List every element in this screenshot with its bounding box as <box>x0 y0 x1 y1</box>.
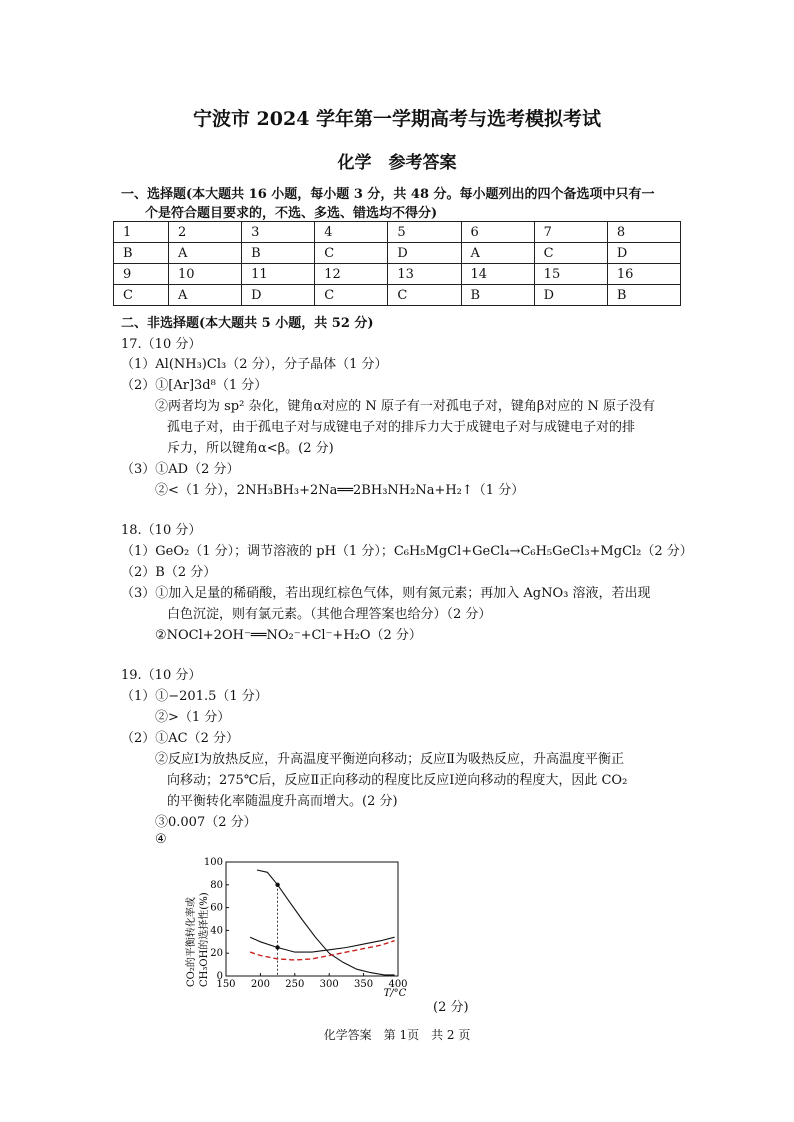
chart-ylabel-line2: CH₃OH的选择性(%) <box>199 892 210 987</box>
answer-table-cell: 10 <box>168 264 241 285</box>
answer-table-cell: 4 <box>315 222 388 243</box>
q17-line: （2）①[Ar]3d⁸（1 分） <box>121 378 268 393</box>
section1-heading-line2: 个是符合题目要求的，不选、多选、错选均不得分) <box>145 206 438 221</box>
q17-line: 斥力，所以键角α<β。(2 分) <box>167 441 334 456</box>
x-tick-label: 400 <box>388 979 408 990</box>
q19-line: ④ <box>155 832 167 847</box>
answer-table-row <box>114 222 681 243</box>
q19-chart-score: (2 分) <box>433 1000 469 1015</box>
answer-table <box>113 221 681 306</box>
q18-line: 白色沉淀，则有氯元素。（其他合理答案也给分）（2 分） <box>167 607 492 622</box>
answer-table-cell: A <box>461 243 534 264</box>
answer-table-cell: 3 <box>242 222 315 243</box>
q18-line: （2）B（2 分） <box>121 565 217 580</box>
answer-table-cell: A <box>168 243 241 264</box>
answer-table-row <box>114 285 681 306</box>
q19-line: ②>（1 分） <box>155 710 231 725</box>
answer-table-cell: B <box>114 243 169 264</box>
answer-table-cell: A <box>168 285 241 306</box>
answer-table-cell: C <box>388 285 461 306</box>
q19-line: ②反应Ⅰ为放热反应，升高温度平衡逆向移动；反应Ⅱ为吸热反应，升高温度平衡正 <box>155 752 624 767</box>
answer-table-cell: B <box>607 285 680 306</box>
answer-table-cell: C <box>315 285 388 306</box>
answer-table-cell: 16 <box>607 264 680 285</box>
answer-table-cell: 2 <box>168 222 241 243</box>
answer-table-cell: C <box>315 243 388 264</box>
y-tick-label: 40 <box>210 925 223 937</box>
answer-table-row <box>114 243 681 264</box>
x-tick-label: 200 <box>250 979 270 990</box>
q17-line: （1）Al(NH₃)Cl₃（2 分），分子晶体（1 分） <box>121 357 388 372</box>
y-tick-label: 60 <box>210 902 223 914</box>
chart-frame <box>226 862 398 976</box>
x-tick-label: 150 <box>216 979 236 990</box>
q19-line: （1）①−201.5（1 分） <box>121 689 268 704</box>
q19-heading: 19.（10 分） <box>121 668 202 683</box>
page-footer: 化学答案 第 1页 共 2 页 <box>323 1028 471 1042</box>
answer-table-cell: 15 <box>534 264 607 285</box>
answer-table-cell: 11 <box>242 264 315 285</box>
answer-table-cell: 7 <box>534 222 607 243</box>
answer-table-cell: 8 <box>607 222 680 243</box>
answer-table-cell: 14 <box>461 264 534 285</box>
answer-table-cell: D <box>534 285 607 306</box>
y-tick-label: 20 <box>210 948 223 960</box>
q17-line: ②<（1 分），2NH₃BH₃+2Na══2BH₃NH₂Na+H₂↑（1 分） <box>155 483 525 498</box>
answer-table-cell: C <box>534 243 607 264</box>
answer-table-cell: B <box>461 285 534 306</box>
answer-table-cell: 9 <box>114 264 169 285</box>
data-marker <box>275 945 279 949</box>
answer-table-cell: 6 <box>461 222 534 243</box>
x-axis-label: T/°C <box>383 988 407 999</box>
q18-line: ②NOCl+2OH⁻══NO₂⁻+Cl⁻+H₂O（2 分） <box>155 628 422 643</box>
q18-line: （1）GeO₂（1 分）；调节溶液的 pH（1 分）；C₆H₅MgCl+GeCl₄→C₆H₅GeCl₃+MgCl₂（2 分） <box>121 544 693 559</box>
answer-table-row <box>114 264 681 285</box>
answer-table-cell: D <box>607 243 680 264</box>
page-title: 宁波市 2024 学年第一学期高考与选考模拟考试 <box>192 108 602 130</box>
section1-heading-line1: 一、选择题(本大题共 16 小题，每小题 3 分，共 48 分。每小题列出的四个备选项中只有一 <box>121 187 655 202</box>
q19-line: （2）①AC（2 分） <box>121 731 240 746</box>
answer-table-cell: C <box>114 285 169 306</box>
data-marker <box>275 883 279 887</box>
chart-ylabel-line1: CO₂的平衡转化率或 <box>186 897 197 987</box>
answer-table-cell: B <box>242 243 315 264</box>
answer-table-cell: 1 <box>114 222 169 243</box>
q19-line: 向移动；275℃后，反应Ⅱ正向移动的程度比反应Ⅰ逆向移动的程度大，因此 CO₂ <box>167 773 628 788</box>
y-tick-label: 80 <box>210 879 223 891</box>
x-tick-label: 250 <box>285 979 305 990</box>
answer-table-cell: 5 <box>388 222 461 243</box>
x-tick-label: 350 <box>354 979 374 990</box>
answer-table-cell: D <box>388 243 461 264</box>
y-tick-label: 0 <box>216 971 223 982</box>
q17-line: （3）①AD（2 分） <box>121 462 240 477</box>
q19-line: 的平衡转化率随温度升高而增大。(2 分) <box>167 794 398 809</box>
x-tick-label: 300 <box>319 979 339 990</box>
page-subtitle: 化学 参考答案 <box>337 153 457 173</box>
answer-table-cell: 13 <box>388 264 461 285</box>
answer-table-cell: 12 <box>315 264 388 285</box>
q19-line: ③0.007（2 分） <box>155 815 257 830</box>
q17-heading: 17.（10 分） <box>121 337 202 352</box>
q17-line: ②两者均为 sp² 杂化，键角α对应的 N 原子有一对孤电子对，键角β对应的 N 原子没有 <box>155 399 656 414</box>
q18-heading: 18.（10 分） <box>121 523 202 538</box>
y-tick-label: 100 <box>203 857 223 868</box>
equilibrium-chart <box>170 852 430 1002</box>
q17-line: 孤电子对，由于孤电子对与成键电子对的排斥力大于成键电子对与成键电子对的排 <box>167 420 636 435</box>
answer-table-cell: D <box>242 285 315 306</box>
section2-heading: 二、非选择题(本大题共 5 小题，共 52 分) <box>121 316 374 331</box>
q18-line: （3）①加入足量的稀硝酸，若出现红棕色气体，则有氮元素；再加入 AgNO₃ 溶液，若出现 <box>121 586 651 601</box>
